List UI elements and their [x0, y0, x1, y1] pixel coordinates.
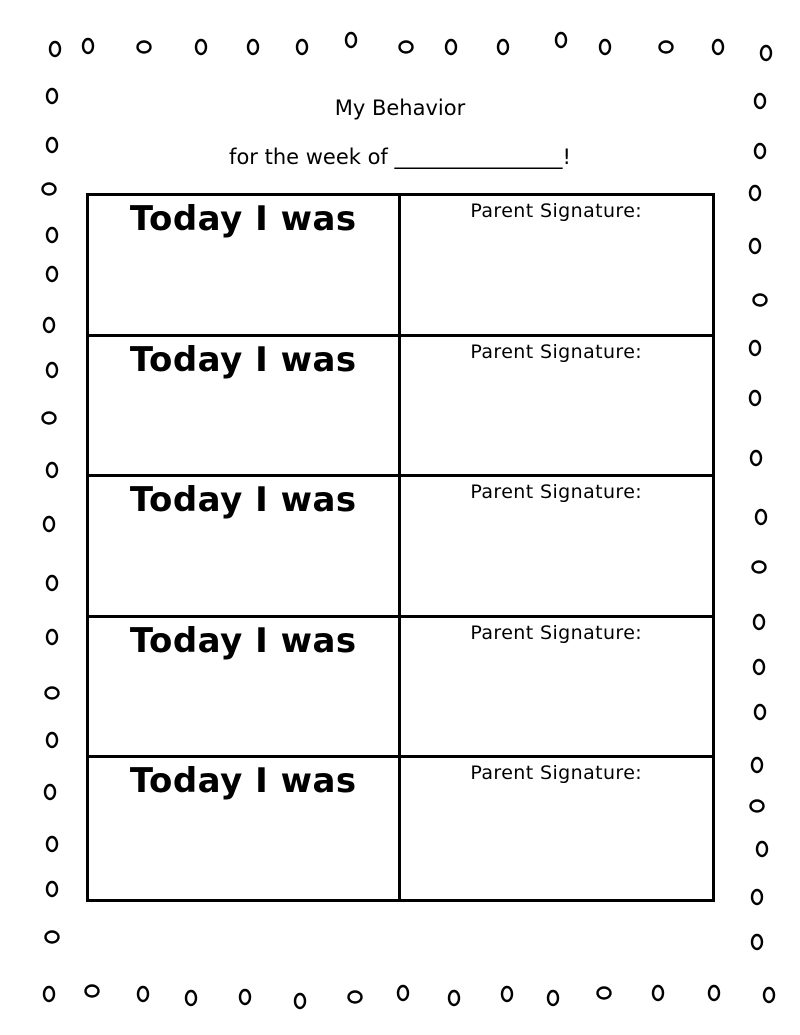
border-circle: [750, 341, 760, 355]
border-circle: [752, 935, 762, 949]
border-circle: [754, 295, 767, 306]
border-circle: [764, 988, 774, 1002]
border-circle: [600, 40, 610, 54]
border-circle: [761, 46, 771, 60]
border-circle: [47, 267, 57, 281]
border-circle: [349, 992, 362, 1003]
border-circle: [43, 184, 56, 195]
border-circle: [754, 615, 764, 629]
border-circle: [751, 451, 761, 465]
border-circle: [754, 660, 764, 674]
border-circle: [751, 801, 764, 812]
today-label: Today I was: [129, 761, 357, 802]
border-circle: [660, 42, 673, 53]
border-circle: [46, 932, 59, 943]
border-circle: [757, 842, 767, 856]
border-circle: [47, 228, 57, 242]
parent-signature-label: Parent Signature:: [470, 200, 643, 222]
border-circle: [653, 986, 663, 1000]
border-circle: [196, 40, 206, 54]
parent-signature-label: Parent Signature:: [470, 762, 643, 785]
border-circle: [46, 688, 59, 699]
border-circle: [50, 42, 60, 56]
border-circle: [449, 991, 459, 1005]
parent-signature-label: Parent Signature:: [470, 481, 643, 504]
border-circle: [47, 363, 57, 377]
border-circle: [398, 986, 408, 1000]
today-label: Today I was: [129, 339, 357, 380]
today-label: Today I was: [129, 480, 357, 521]
today-label: Today I was: [129, 620, 357, 661]
border-circle: [295, 994, 305, 1008]
border-circle: [83, 39, 93, 53]
page-title: My Behavior: [334, 96, 466, 120]
border-circle: [47, 733, 57, 747]
border-circle: [709, 986, 719, 1000]
border-circle: [446, 40, 456, 54]
parent-signature-cell[interactable]: [401, 477, 713, 618]
border-circle: [45, 785, 55, 799]
border-circle: [47, 882, 57, 896]
border-circle: [47, 576, 57, 590]
parent-signature-cell[interactable]: [401, 196, 713, 337]
border-circle: [750, 391, 760, 405]
border-circle: [240, 990, 250, 1004]
today-cell[interactable]: [89, 758, 401, 899]
border-circle: [750, 239, 760, 253]
border-circle: [248, 40, 258, 54]
parent-signature-label: Parent Signature:: [470, 340, 643, 363]
border-circle: [598, 988, 611, 999]
border-circle: [44, 517, 54, 531]
border-circle: [44, 987, 54, 1001]
today-cell[interactable]: [89, 477, 401, 618]
parent-signature-label: Parent Signature:: [470, 621, 643, 644]
border-circle: [297, 40, 307, 54]
behavior-chart: [86, 193, 715, 902]
border-circle: [750, 186, 760, 200]
border-circle: [47, 837, 57, 851]
border-circle: [502, 987, 512, 1001]
border-circle: [346, 33, 356, 47]
week-of-line: for the week of ________________!: [229, 145, 571, 169]
today-cell[interactable]: [89, 196, 401, 337]
border-circle: [47, 463, 57, 477]
parent-signature-cell[interactable]: [401, 337, 713, 478]
parent-signature-cell[interactable]: [401, 618, 713, 759]
border-circle: [752, 758, 762, 772]
border-circle: [498, 40, 508, 54]
border-circle: [752, 890, 762, 904]
today-cell[interactable]: [89, 337, 401, 478]
border-circle: [713, 40, 723, 54]
border-circle: [138, 42, 151, 53]
border-circle: [138, 987, 148, 1001]
parent-signature-cell[interactable]: [401, 758, 713, 899]
border-circle: [400, 42, 413, 53]
border-circle: [44, 318, 54, 332]
border-circle: [186, 991, 196, 1005]
border-circle: [556, 33, 566, 47]
border-circle: [47, 630, 57, 644]
border-circle: [548, 991, 558, 1005]
today-cell[interactable]: [89, 618, 401, 759]
border-circle: [755, 705, 765, 719]
border-circle: [753, 562, 766, 573]
border-circle: [756, 510, 766, 524]
border-circle: [86, 986, 99, 997]
today-label: Today I was: [129, 199, 357, 239]
border-circle: [43, 413, 56, 424]
